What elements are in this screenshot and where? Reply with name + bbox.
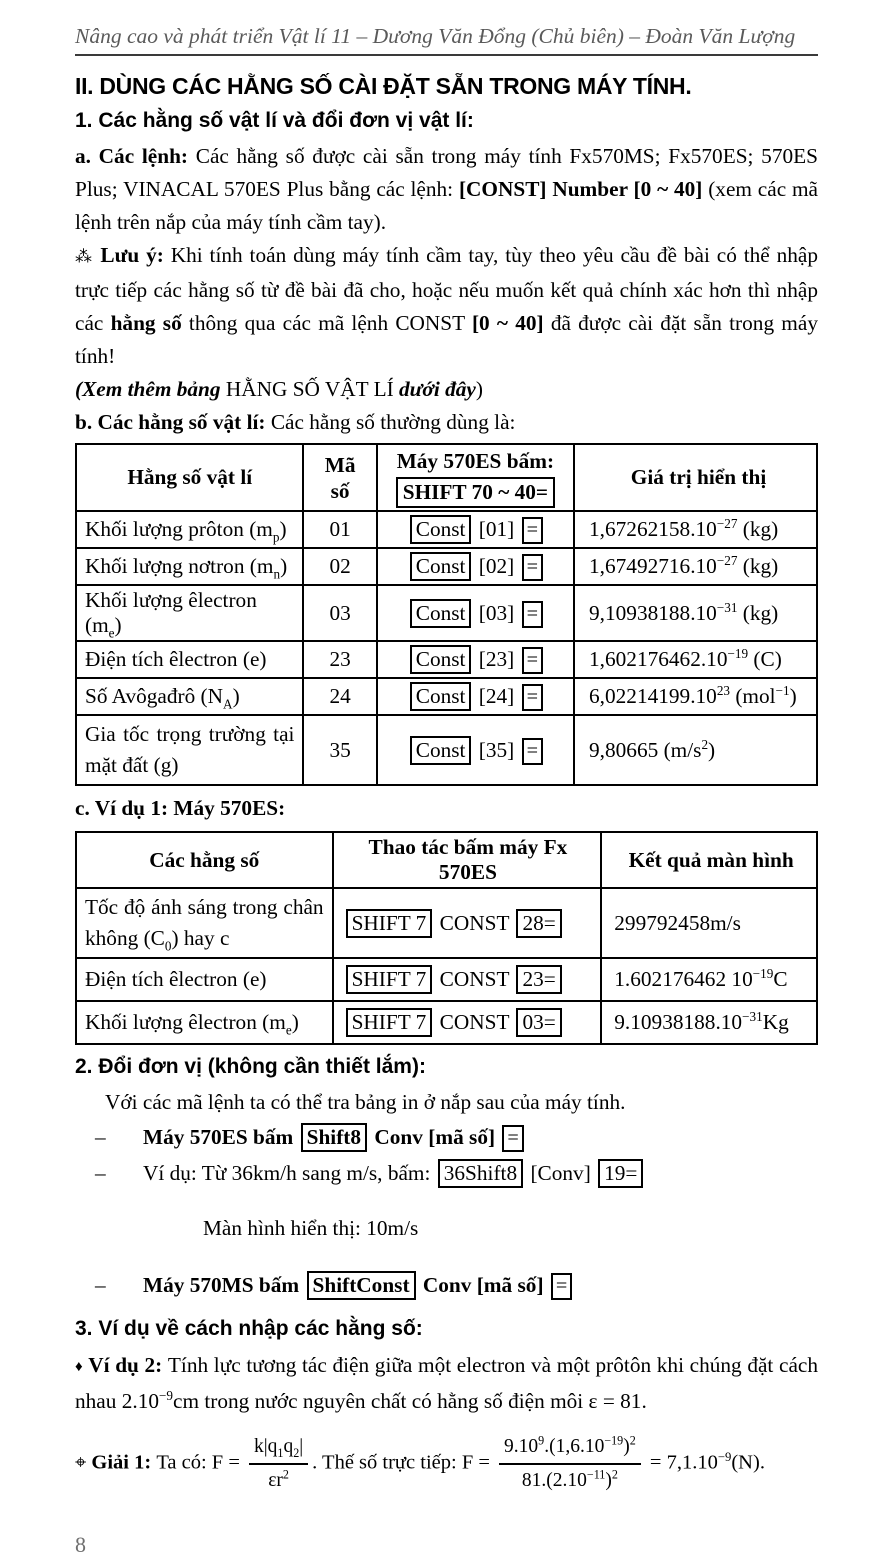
solution-line (75, 1432, 818, 1496)
equals-key: = (522, 517, 543, 544)
constants-intro-line (75, 406, 818, 439)
solution-text-1: Ta có: F = (156, 1451, 246, 1474)
table-header-row (76, 832, 817, 888)
table-row (76, 678, 817, 715)
formula-fraction-1 (249, 1432, 308, 1496)
display-result-line: Màn hình hiển thị: 10m/s (203, 1216, 419, 1241)
constant-name: Gia tốc trọng trường tại mặt đất (g) (76, 715, 303, 785)
const-key: Const (410, 552, 472, 581)
code-bracket: [24] (478, 684, 515, 708)
fraction-numerator: $k|q_1q_2|$ (249, 1432, 308, 1465)
commands-text-1: Các hằng số được cài sẵn trong máy tính Fx570MS; Fx570ES; 570ES Plus; VINACAL 570ES Plus bằng các lệnh: (75, 144, 818, 201)
page-number: 8 (75, 1531, 86, 1557)
bullet-bold-1: Máy 570MS bấm (143, 1272, 305, 1297)
constants-intro-text: Các hằng số thường dùng là: (265, 410, 516, 434)
table-row (76, 958, 817, 1001)
example2-text-2: cm trong nước nguyên chất có hằng số điện môi ε = 81. (173, 1388, 647, 1413)
const-word: CONST (434, 1010, 515, 1034)
table-row (76, 715, 817, 785)
example2-label: Ví dụ 2: (82, 1352, 168, 1377)
bullet-570ms (95, 1267, 818, 1303)
shift-key-box: SHIFT 70 ~ 40= (396, 477, 555, 508)
col-header-constant: Hằng số vật lí (76, 444, 303, 511)
const-key: Const (410, 515, 472, 544)
col-header-result: Kết quả màn hình (601, 832, 817, 888)
bullet-570es (95, 1119, 818, 1155)
note-label: Lưu ý: (93, 243, 171, 267)
commands-bold: [CONST] Number [0 ~ 40] (458, 177, 703, 201)
equals-key: = (522, 738, 543, 765)
constant-code: 01 (303, 511, 376, 548)
constant-name: Số Avôgađrô $(N_A)$ (76, 678, 303, 715)
constant-name: Khối lượng êlectron $(m_e)$ (76, 585, 303, 641)
constant-name: Khối lượng nơtron $(m_n)$ (76, 548, 303, 585)
col-header-code: Mã số (303, 444, 376, 511)
table-row (76, 548, 817, 585)
example2-exponent: −9 (159, 1387, 174, 1403)
commands-label: a. Các lệnh: (75, 144, 189, 168)
const-key: Const (410, 736, 472, 765)
constants-table (75, 443, 818, 786)
example2-paragraph (75, 1348, 818, 1418)
table-row (76, 1001, 817, 1044)
code-bracket: [02] (478, 554, 515, 578)
diamond-cross-icon: ⌖ (75, 1449, 87, 1474)
constant-name: Khối lượng êlectron $(m_e)$ (76, 1001, 333, 1044)
key-sequence (377, 585, 574, 641)
page-title: II. DÙNG CÁC HẰNG SỐ CÀI ĐẶT SẴN TRONG MÁY TÍNH. (75, 73, 692, 99)
equals-key: = (522, 684, 543, 711)
solution-text-2: . Thế số trực tiếp: F = (312, 1451, 496, 1474)
dash-bullet: – (95, 1125, 106, 1149)
19equals-key: 19= (598, 1159, 643, 1188)
note-bold-2: [0 ~ 40] (471, 311, 544, 335)
constants-intro-label: b. Các hằng số vật lí: (75, 410, 266, 434)
equals-key: = (502, 1125, 523, 1152)
see-also-italic-1: (Xem thêm bảng (75, 377, 226, 401)
commands-text-2: (xem các mã lệnh trên nắp của máy tính cầm tay). (75, 177, 819, 234)
dash-bullet: – (95, 1272, 106, 1297)
example1-heading: c. Ví dụ 1: Máy 570ES: (75, 796, 286, 820)
const-key: Const (410, 599, 472, 628)
commands-paragraph (75, 140, 818, 239)
see-also-caps: HẰNG SỐ VẬT LÍ (225, 377, 400, 401)
formula-fraction-2 (499, 1432, 641, 1496)
example1-table (75, 831, 818, 1045)
fraction-denominator: $\varepsilon r^2$ (268, 1467, 289, 1491)
table-row (76, 641, 817, 678)
constant-code: 35 (303, 715, 376, 785)
constant-value: $1,67492716.10^{-27}$ (kg) (574, 548, 817, 585)
constant-name: Điện tích êlectron (e) (76, 641, 303, 678)
note-text-2: thông qua các mã lệnh CONST (181, 311, 472, 335)
constant-code: 02 (303, 548, 376, 585)
constant-value: 6,02214199.10$^{23}$ (mol$^{-1}$) (574, 678, 817, 715)
key-sequence (377, 511, 574, 548)
constant-value: $1,67262158.10^{-27}$ (kg) (574, 511, 817, 548)
key-sequence (377, 678, 574, 715)
equals-key: = (522, 647, 543, 674)
code-bracket: [03] (478, 600, 515, 625)
col-header-constants: Các hằng số (76, 832, 333, 888)
const-key: Const (410, 645, 472, 674)
key-sequence (377, 641, 574, 678)
code-bracket: [01] (478, 517, 515, 541)
equals-key: = (522, 554, 543, 581)
bullet-bold-2: Conv [mã số] (369, 1125, 501, 1149)
code-equals-key: 28= (516, 909, 561, 938)
section2-heading: 2. Đổi đơn vị (không cần thiết lắm): (75, 1055, 426, 1078)
equals-key: = (522, 601, 543, 628)
36shift8-key: 36Shift8 (438, 1159, 523, 1188)
code-equals-key: 03= (516, 1008, 561, 1037)
constant-code: 23 (303, 641, 376, 678)
constant-name: Điện tích êlectron (e) (76, 958, 333, 1001)
section2-intro: Với các mã lệnh ta có thể tra bảng in ở nắp sau của máy tính. (105, 1090, 626, 1114)
note-bold-1: hằng số (110, 311, 182, 335)
fraction-denominator: $81.(2.10^{-11})^2$ (521, 1467, 618, 1491)
section3-heading: 3. Ví dụ về cách nhập các hằng số: (75, 1316, 423, 1340)
col-header-keystrokes: Máy 570ES bấm: SHIFT 70 ~ 40= (377, 444, 574, 511)
key-sequence (377, 715, 574, 785)
see-also-close: ) (475, 377, 483, 401)
result-value: 299792458m/s (601, 888, 817, 958)
dash-bullet: – (95, 1161, 106, 1185)
key-sequence (333, 1001, 602, 1044)
asterism-icon: ⁂ (75, 247, 94, 267)
note-paragraph (75, 239, 818, 373)
constant-value: $9,10938188.10^{-31}$ (kg) (574, 585, 817, 641)
constant-code: 24 (303, 678, 376, 715)
solution-result-unit: (N). (731, 1451, 765, 1474)
result-value: 1.602176462 $10^{-19}C$ (601, 958, 817, 1001)
col-header-operation: Thao tác bấm máy Fx 570ES (333, 832, 602, 888)
see-also-line (75, 373, 818, 406)
solution-result: = 7,1.10 (644, 1451, 718, 1474)
const-word: CONST (434, 910, 515, 935)
key-sequence (333, 958, 602, 1001)
note-text-3: đã được cài đặt sẵn trong máy tính! (75, 311, 818, 368)
solution-label: Giải 1: (86, 1451, 157, 1474)
shift7-key: SHIFT 7 (346, 1008, 433, 1037)
code-equals-key: 23= (516, 965, 561, 994)
constant-value: $1,602176462.10^{-19}$ (C) (574, 641, 817, 678)
bullet-example (95, 1155, 818, 1191)
bullet-bold-2: Conv [mã số] (417, 1272, 549, 1297)
shift8-key: Shift8 (301, 1123, 367, 1152)
col-header-value: Giá trị hiển thị (574, 444, 817, 511)
bullet-text: Ví dụ: Từ 36km/h sang m/s, bấm: (143, 1161, 436, 1185)
key-sequence (333, 888, 602, 958)
const-key: Const (410, 682, 472, 711)
running-header: Nâng cao và phát triển Vật lí 11 – Dương Văn Đổng (Chủ biên) – Đoàn Văn Lượng (75, 24, 818, 56)
shift7-key: SHIFT 7 (346, 965, 433, 994)
table-row (76, 888, 817, 958)
result-value: $9.10938188.10^{-31}Kg$ (601, 1001, 817, 1044)
table-header-row (76, 444, 817, 511)
see-also-italic-2: dưới đây (399, 377, 476, 401)
code-bracket: [23] (478, 647, 515, 671)
constant-code: 03 (303, 585, 376, 641)
bullet-bold-1: Máy 570ES bấm (143, 1125, 299, 1149)
table-row (76, 585, 817, 641)
const-word: CONST (434, 967, 515, 991)
conv-word: [Conv] (525, 1161, 597, 1185)
example2-text-1: Tính lực tương tác điện giữa một electron và một prôtôn khi chúng đặt cách nhau 2.10 (75, 1352, 819, 1413)
shiftconst-key: ShiftConst (307, 1271, 416, 1300)
key-sequence (377, 548, 574, 585)
solution-result-exponent: −9 (717, 1449, 732, 1464)
section1-heading: 1. Các hằng số vật lí và đổi đơn vị vật lí: (75, 109, 474, 132)
table-row (76, 511, 817, 548)
diamond-icon: ♦ (75, 1358, 83, 1375)
note-text-1: Khi tính toán dùng máy tính cầm tay, tùy theo yêu cầu đề bài có thể nhập trực tiếp các hằng số từ đề bài đã cho, hoặc nếu muốn kết quả chính xác hơn thì nhập các (75, 243, 819, 335)
code-bracket: [35] (478, 737, 515, 762)
shift7-key: SHIFT 7 (346, 909, 433, 938)
constant-value: 9,80665 $(m/s^2)$ (574, 715, 817, 785)
equals-key: = (551, 1273, 572, 1300)
constant-name: Tốc độ ánh sáng trong chân không $(C_0)$ hay c (76, 888, 333, 958)
fraction-numerator: $9.10^9.(1,6.10^{-19})^2$ (499, 1432, 641, 1465)
constant-name: Khối lượng prôton $(m_p)$ (76, 511, 303, 548)
